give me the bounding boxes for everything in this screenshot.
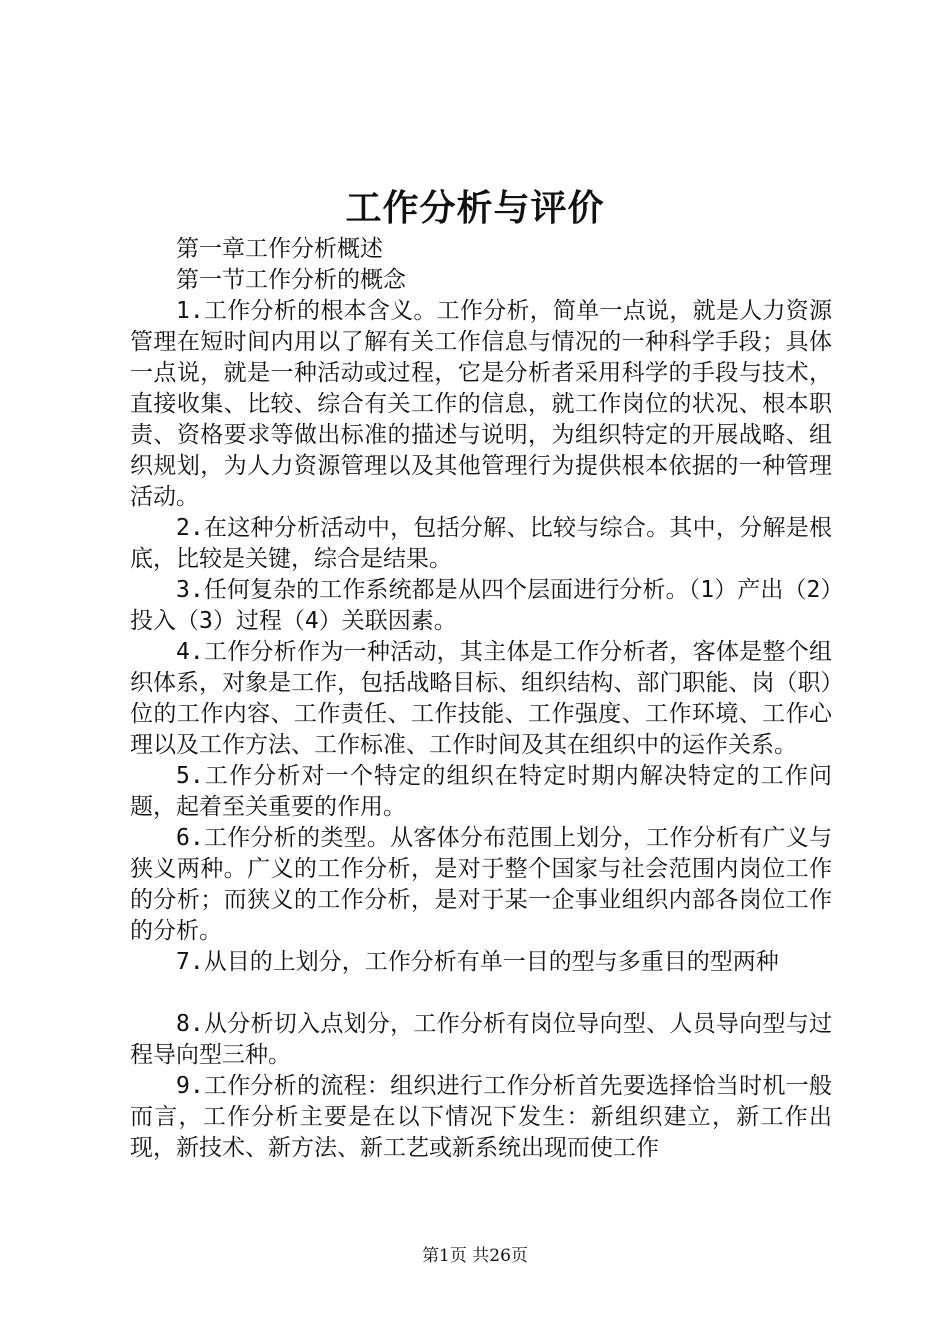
paragraph: 9.工作分析的流程：组织进行工作分析首先要选择恰当时机一般而言，工作分析主要是在以下情况下发生：新组织建立，新工作出现，新技术、新方法、新工艺或新系统出现而使工作 (130, 1073, 832, 1161)
document-title: 工作分析与评价 (345, 187, 605, 229)
paragraph: 7.从目的上划分，工作分析有单一目的型与多重目的型两种 (176, 949, 779, 975)
document-body (130, 234, 832, 1164)
paragraph: 5.工作分析对一个特定的组织在特定时期内解决特定的工作问题，起着至关重要的作用。 (130, 763, 832, 820)
section-heading: 第一节工作分析的概念 (176, 267, 406, 293)
paragraph: 3.任何复杂的工作系统都是从四个层面进行分析。（1）产出（2）投入（3）过程（4）关联因素。 (130, 577, 832, 634)
page-footer: 第1页 共26页 (422, 1246, 528, 1266)
chapter-heading: 第一章工作分析概述 (176, 236, 383, 262)
paragraph: 8.从分析切入点划分，工作分析有岗位导向型、人员导向型与过程导向型三种。 (130, 1011, 832, 1068)
paragraph: 4.工作分析作为一种活动，其主体是工作分析者，客体是整个组织体系，对象是工作，包括战略目标、组织结构、部门职能、岗（职）位的工作内容、工作责任、工作技能、工作强度、工作环境、工作心理以及工作方法、工作标准、工作时间及其在组织中的运作关系。 (130, 639, 832, 758)
paragraph: 2.在这种分析活动中，包括分解、比较与综合。其中，分解是根底，比较是关键，综合是结果。 (130, 515, 832, 572)
paragraph: 1.工作分析的根本含义。工作分析，简单一点说，就是人力资源管理在短时间内用以了解有关工作信息与情况的一种科学手段；具体一点说，就是一种活动或过程，它是分析者采用科学的手段与技术，直接收集、比较、综合有关工作的信息，就工作岗位的状况、根本职责、资格要求等做出标准的描述与说明，为组织特定的开展战略、组织规划，为人力资源管理以及其他管理行为提供根本依据的一种管理活动。 (130, 298, 832, 510)
paragraph: 6.工作分析的类型。从客体分布范围上划分，工作分析有广义与狭义两种。广义的工作分析，是对于整个国家与社会范围内岗位工作的分析；而狭义的工作分析，是对于某一企事业组织内部各岗位工作的分析。 (130, 825, 832, 944)
